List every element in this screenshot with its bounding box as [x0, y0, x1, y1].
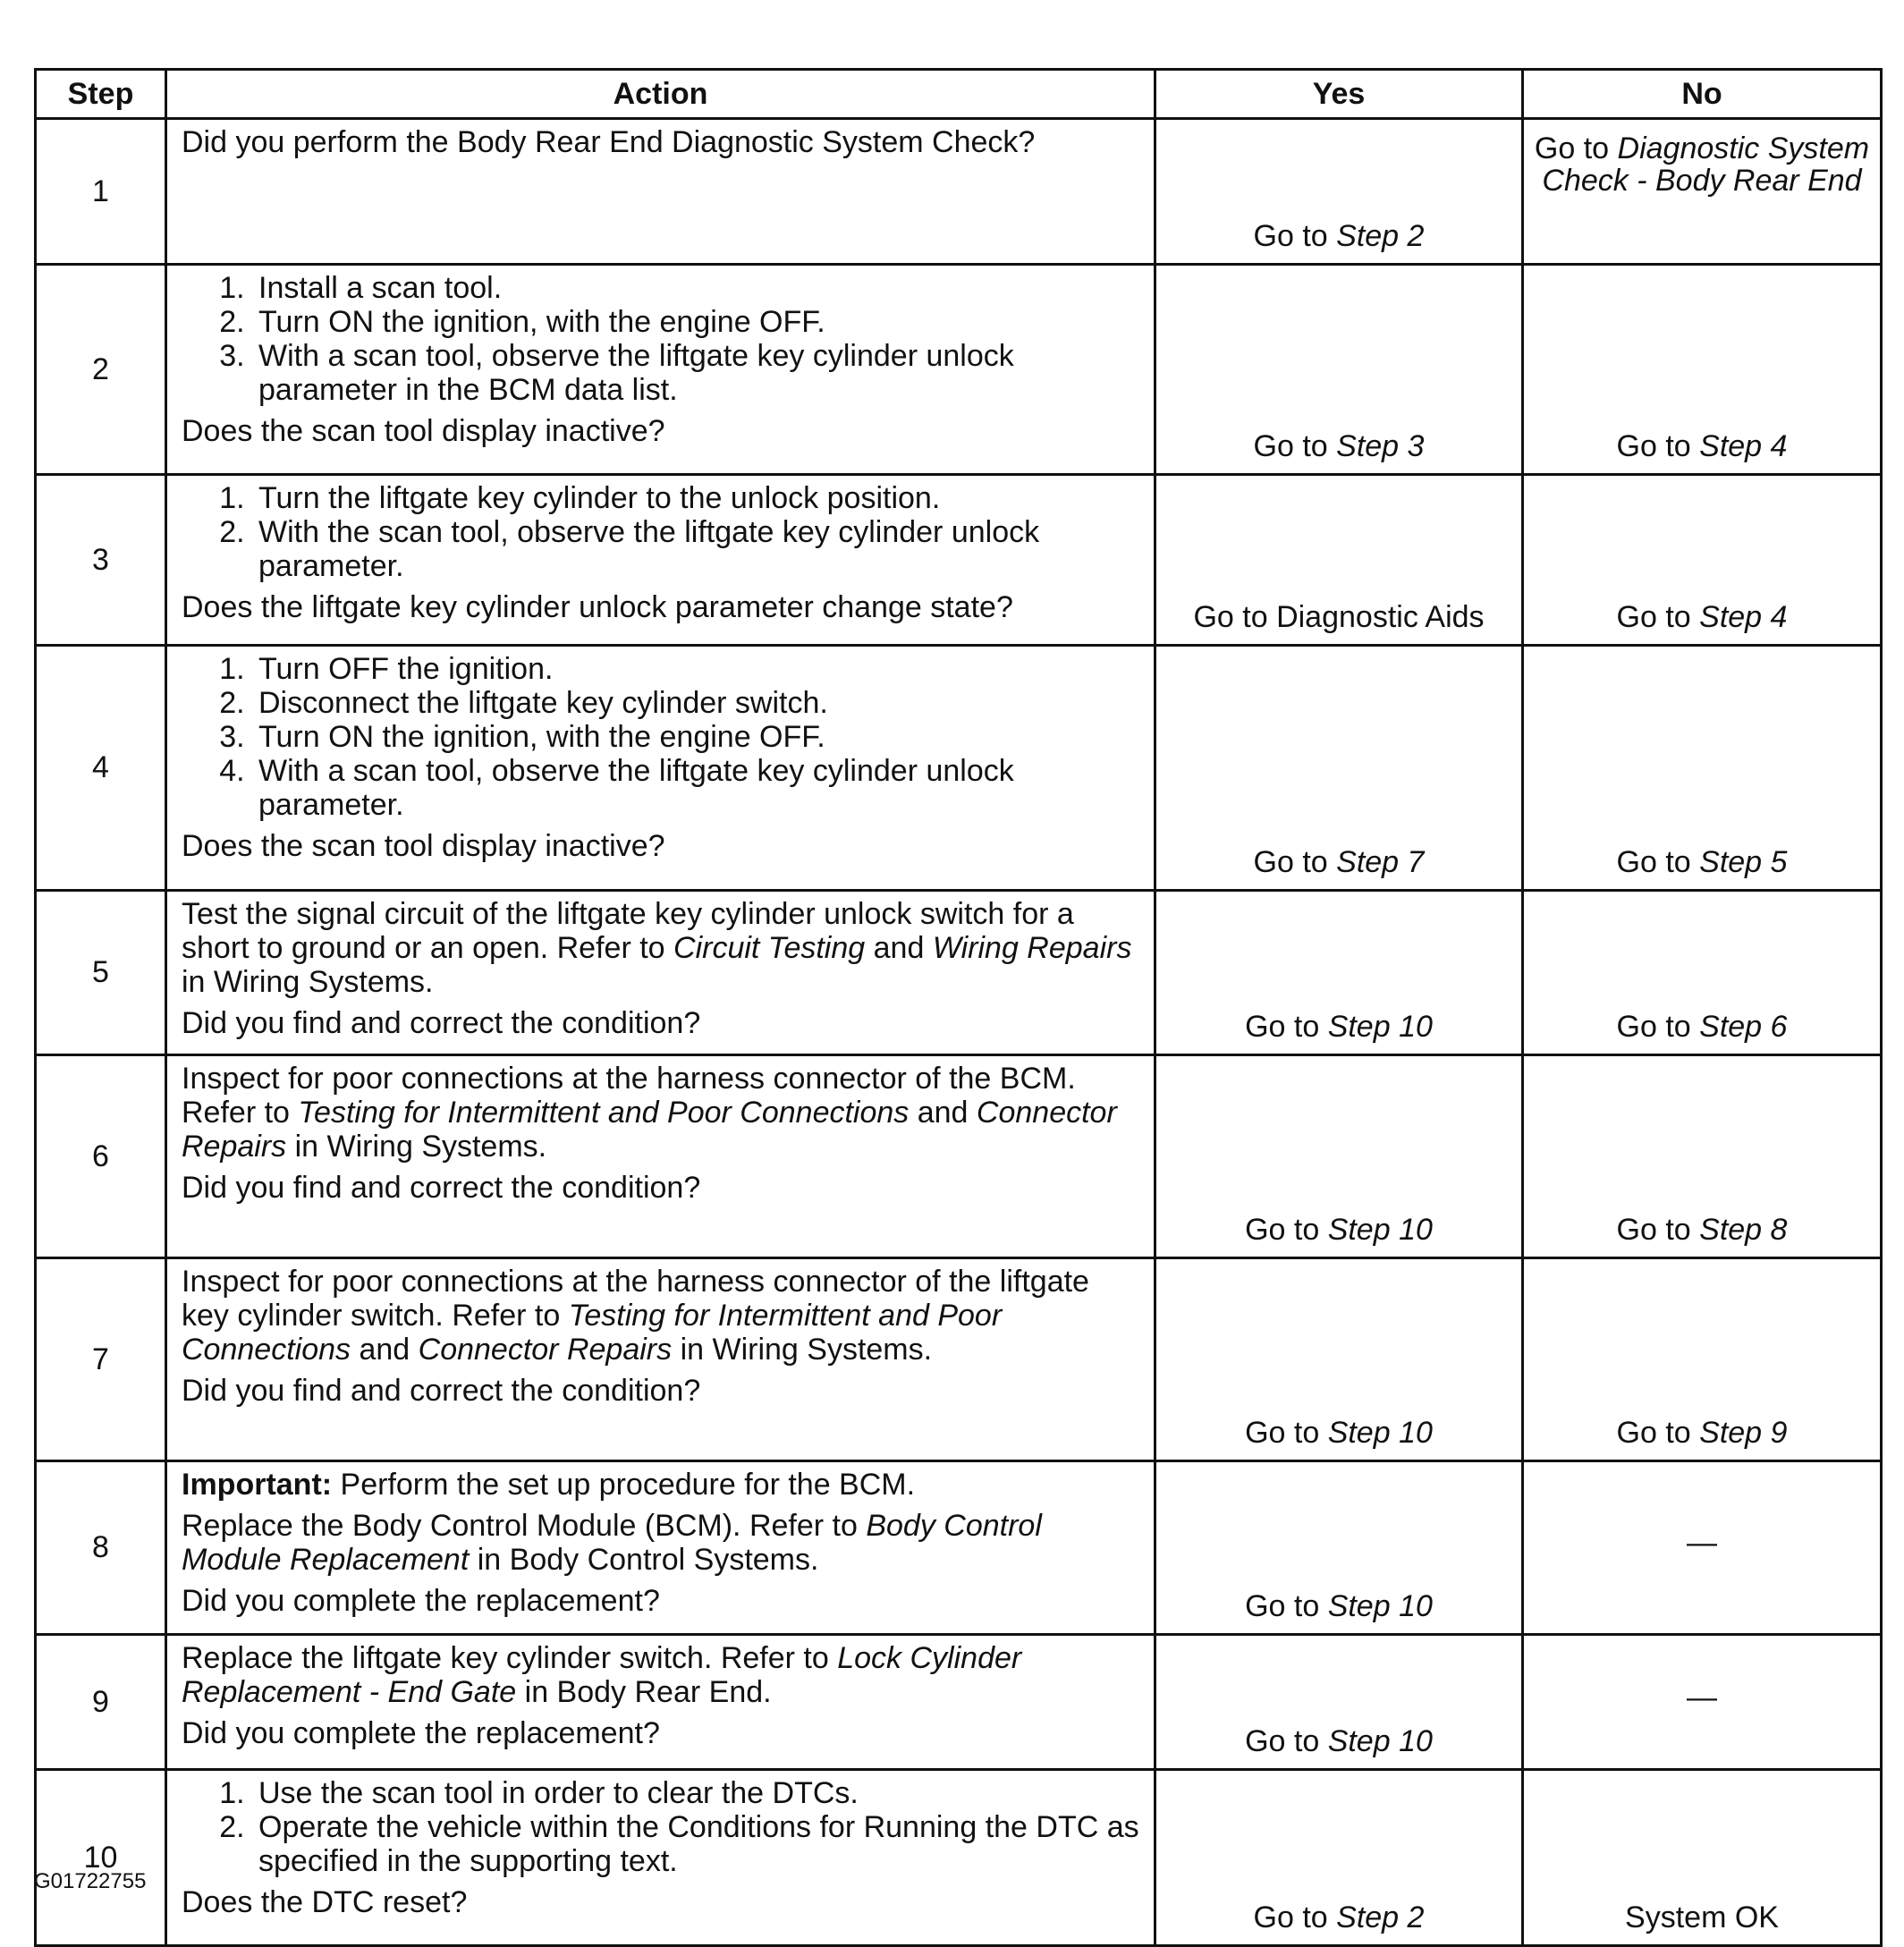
no-cell — [1523, 475, 1882, 646]
no-link[interactable]: Step 9 — [1699, 1416, 1788, 1450]
action-text-part: Replace the liftgate key cylinder switch. Refer to — [182, 1641, 838, 1675]
yes-cell — [1155, 265, 1523, 475]
action-question: Did you find and correct the condition? — [182, 1374, 701, 1408]
reference-link[interactable]: Body Control Module Replacement — [182, 1509, 1042, 1577]
action-cell — [166, 1258, 1155, 1461]
header-no: No — [1523, 70, 1882, 119]
action-text — [182, 1641, 1141, 1709]
action-step-item: 1. Turn the liftgate key cylinder to the unlock position. — [253, 481, 1141, 515]
action-question: Does the scan tool display inactive? — [182, 414, 665, 448]
yes-cell — [1155, 119, 1523, 265]
no-cell — [1523, 1770, 1882, 1946]
yes-prefix: Go to — [1245, 1724, 1328, 1758]
no-link[interactable]: Step 4 — [1699, 429, 1788, 463]
no-dash: — — [1687, 1526, 1717, 1560]
action-text-part: and — [865, 931, 933, 965]
action-text — [182, 897, 1141, 999]
action-question: Did you complete the replacement? — [182, 1584, 660, 1618]
diagnostic-table — [34, 68, 1883, 1947]
action-text-part: in Body Rear End. — [516, 1675, 772, 1709]
action-step-item: 1. Turn OFF the ignition. — [253, 652, 1141, 686]
yes-prefix: Go to — [1245, 1010, 1328, 1044]
no-cell — [1523, 1461, 1882, 1635]
no-prefix: Go to — [1616, 1416, 1700, 1450]
step-number: 4 — [36, 646, 166, 891]
action-text-part: Test the signal circuit of the liftgate key cylinder unlock switch for a short to ground or an open. Refer to — [182, 897, 1074, 965]
action-text-part: in Body Control Systems. — [469, 1543, 819, 1577]
action-question: Does the liftgate key cylinder unlock parameter change state? — [182, 590, 1013, 624]
yes-prefix: Go to — [1253, 429, 1337, 463]
action-text-part: in Wiring Systems. — [672, 1333, 933, 1367]
action-cell — [166, 475, 1155, 646]
action-step-item: 2. Disconnect the liftgate key cylinder switch. — [253, 686, 1141, 720]
reference-link[interactable]: Wiring Repairs — [932, 931, 1132, 965]
action-steps-list — [182, 271, 1141, 407]
action-step-item: 1. Use the scan tool in order to clear the DTCs. — [253, 1776, 1141, 1810]
action-cell — [166, 646, 1155, 891]
no-prefix: Go to — [1616, 845, 1700, 879]
action-text-part: Inspect for poor connections at the harness connector of the liftgate key cylinder switch. Refer to — [182, 1265, 1089, 1333]
important-note — [182, 1468, 1141, 1502]
table-row-step-2 — [36, 265, 1882, 475]
no-cell — [1523, 1055, 1882, 1258]
no-prefix: Go to — [1616, 1213, 1700, 1247]
action-cell — [166, 1055, 1155, 1258]
important-text: Perform the set up procedure for the BCM. — [332, 1468, 916, 1502]
step-number: 3 — [36, 475, 166, 646]
table-row-step-8 — [36, 1461, 1882, 1635]
no-link[interactable]: Diagnostic System Check - Body Rear End — [1542, 131, 1870, 198]
no-cell — [1523, 1635, 1882, 1770]
yes-link[interactable]: Step 10 — [1327, 1213, 1433, 1247]
action-text — [182, 1265, 1141, 1367]
no-link[interactable]: Step 5 — [1699, 845, 1788, 879]
step-number: 5 — [36, 891, 166, 1055]
figure-id: G01722755 — [34, 1869, 147, 1893]
yes-cell — [1155, 1055, 1523, 1258]
header-yes: Yes — [1155, 70, 1523, 119]
table-row-step-10 — [36, 1770, 1882, 1946]
header-action: Action — [166, 70, 1155, 119]
yes-link[interactable]: Step 10 — [1327, 1589, 1433, 1623]
action-cell — [166, 1770, 1155, 1946]
yes-link[interactable]: Step 2 — [1336, 1900, 1425, 1934]
yes-cell — [1155, 1461, 1523, 1635]
header-step: Step — [36, 70, 166, 119]
no-text: System OK — [1625, 1900, 1779, 1934]
no-link[interactable]: Step 6 — [1699, 1010, 1788, 1044]
yes-link[interactable]: Step 7 — [1336, 845, 1425, 879]
action-cell — [166, 891, 1155, 1055]
action-step-item: 4. With a scan tool, observe the liftgate key cylinder unlock parameter. — [253, 754, 1141, 822]
table-row-step-6 — [36, 1055, 1882, 1258]
no-prefix: Go to — [1616, 429, 1700, 463]
no-cell — [1523, 119, 1882, 265]
no-cell — [1523, 265, 1882, 475]
yes-cell — [1155, 646, 1523, 891]
yes-text[interactable]: Go to Diagnostic Aids — [1193, 600, 1485, 634]
action-cell — [166, 265, 1155, 475]
yes-link[interactable]: Step 10 — [1327, 1724, 1433, 1758]
step-number: 1 — [36, 119, 166, 265]
action-text-part: in Wiring Systems. — [182, 965, 434, 999]
yes-link[interactable]: Step 2 — [1336, 219, 1425, 253]
action-step-item: 2. Turn ON the ignition, with the engine OFF. — [253, 305, 1141, 339]
action-question: Does the DTC reset? — [182, 1885, 468, 1919]
action-text-part: Inspect for poor connections at the harness connector of the BCM. Refer to — [182, 1062, 1076, 1130]
yes-cell — [1155, 1635, 1523, 1770]
action-text: Did you perform the Body Rear End Diagnostic System Check? — [182, 125, 1036, 159]
table-row-step-7 — [36, 1258, 1882, 1461]
action-steps-list — [182, 481, 1141, 583]
action-question: Did you complete the replacement? — [182, 1716, 660, 1750]
reference-link[interactable]: Lock Cylinder Replacement - End Gate — [182, 1641, 1022, 1709]
action-cell — [166, 1635, 1155, 1770]
no-link[interactable]: Step 8 — [1699, 1213, 1788, 1247]
step-number: 7 — [36, 1258, 166, 1461]
yes-prefix: Go to — [1245, 1416, 1328, 1450]
action-steps-list — [182, 652, 1141, 822]
action-text — [182, 1509, 1141, 1577]
step-number: 9 — [36, 1635, 166, 1770]
action-cell — [166, 119, 1155, 265]
reference-link[interactable]: Testing for Intermittent and Poor Connections — [182, 1299, 1003, 1367]
no-prefix: Go to — [1616, 600, 1700, 634]
no-cell — [1523, 891, 1882, 1055]
yes-prefix: Go to — [1253, 219, 1337, 253]
yes-cell — [1155, 1770, 1523, 1946]
action-text-part: in Wiring Systems. — [286, 1130, 547, 1164]
action-text-part: Replace the Body Control Module (BCM). Refer to — [182, 1509, 867, 1543]
action-text — [182, 1062, 1141, 1164]
step-number: 8 — [36, 1461, 166, 1635]
action-step-item: 2. Operate the vehicle within the Conditions for Running the DTC as specified in the supporting text. — [253, 1810, 1141, 1878]
no-prefix: Go to — [1534, 131, 1618, 165]
reference-link[interactable]: Connector Repairs — [418, 1333, 673, 1367]
no-link[interactable]: Step 4 — [1699, 600, 1788, 634]
step-number: 6 — [36, 1055, 166, 1258]
action-text-part: and — [909, 1096, 977, 1130]
yes-prefix: Go to — [1245, 1589, 1328, 1623]
table-row-step-5 — [36, 891, 1882, 1055]
action-question: Did you find and correct the condition? — [182, 1171, 701, 1205]
action-text-part: and — [351, 1333, 419, 1367]
action-step-item: 3. With a scan tool, observe the liftgate key cylinder unlock parameter in the BCM data list. — [253, 339, 1141, 407]
action-step-item: 1. Install a scan tool. — [253, 271, 1141, 305]
yes-cell — [1155, 1258, 1523, 1461]
diagnostic-table-container — [34, 68, 1880, 1947]
yes-cell — [1155, 891, 1523, 1055]
yes-link[interactable]: Step 3 — [1336, 429, 1425, 463]
no-cell — [1523, 646, 1882, 891]
step-number: 10 — [36, 1770, 166, 1946]
reference-link[interactable]: Connector Repairs — [182, 1096, 1117, 1164]
reference-link[interactable]: Testing for Intermittent and Poor Connections — [298, 1096, 910, 1130]
table-row-step-3 — [36, 475, 1882, 646]
reference-link[interactable]: Circuit Testing — [673, 931, 866, 965]
yes-link[interactable]: Step 10 — [1327, 1010, 1433, 1044]
action-question: Did you find and correct the condition? — [182, 1006, 701, 1040]
action-step-item: 3. Turn ON the ignition, with the engine OFF. — [253, 720, 1141, 754]
yes-link[interactable]: Step 10 — [1327, 1416, 1433, 1450]
step-number: 2 — [36, 265, 166, 475]
yes-cell — [1155, 475, 1523, 646]
table-row-step-9 — [36, 1635, 1882, 1770]
important-label: Important: — [182, 1468, 333, 1502]
yes-prefix: Go to — [1253, 845, 1337, 879]
action-cell — [166, 1461, 1155, 1635]
no-prefix: Go to — [1616, 1010, 1700, 1044]
table-row-step-4 — [36, 646, 1882, 891]
action-step-item: 2. With the scan tool, observe the liftgate key cylinder unlock parameter. — [253, 515, 1141, 583]
table-header-row — [36, 70, 1882, 119]
action-question: Does the scan tool display inactive? — [182, 829, 665, 863]
yes-prefix: Go to — [1253, 1900, 1337, 1934]
no-dash: — — [1687, 1680, 1717, 1714]
yes-prefix: Go to — [1245, 1213, 1328, 1247]
action-steps-list — [182, 1776, 1141, 1878]
no-cell — [1523, 1258, 1882, 1461]
table-row-step-1 — [36, 119, 1882, 265]
